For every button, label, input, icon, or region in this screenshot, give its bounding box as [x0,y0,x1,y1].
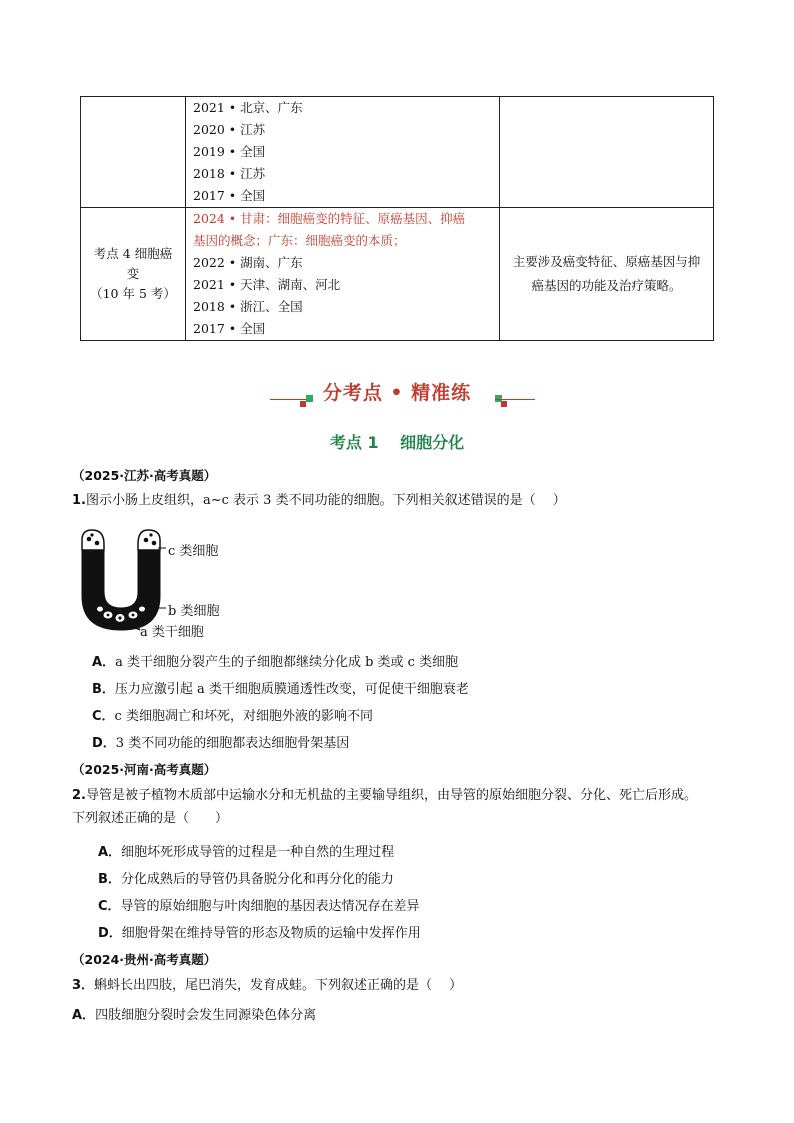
question-text: 导管是被子植物木质部中运输水分和无机盐的主要输导组织，由导管的原始细胞分裂、分化、死亡后形成。 [85,788,697,803]
question-number: 2. [72,788,86,803]
option-a[interactable] [98,841,394,860]
figure-label-c: c 类细胞 [168,544,219,559]
option-letter: B． [98,872,121,887]
figure-label-a: a 类干细胞 [140,625,204,640]
year-entry: 2018 • 浙江、全国 [193,299,303,314]
question-stem [72,975,732,997]
exam-years-cell [186,208,500,341]
section-title: 分考点 • 精准练 [322,382,472,404]
option-text: 导管的原始细胞与叶肉细胞的基因表达情况存在差异 [120,899,420,914]
question-stem-cont: 下列叙述正确的是（ ） [72,811,229,826]
option-text: 3 类不同功能的细胞都表达细胞骨架基因 [115,736,350,751]
note-cell [500,208,714,341]
option-letter: B． [92,682,115,697]
note-cell-empty [500,97,714,208]
option-text: 细胞坏死形成导管的过程是一种自然的生理过程 [121,845,395,860]
exam-years-cell [186,97,500,208]
option-c[interactable] [92,705,373,724]
option-letter: A． [72,1008,96,1023]
question-source: （2024·贵州·高考真题） [72,952,217,967]
highlight-entry: 2024 • 甘肃：细胞癌变的特征、原癌基因、抑癌 [193,211,466,226]
question-number: 1. [72,493,86,508]
option-text: c 类细胞凋亡和坏死，对细胞外液的影响不同 [114,709,373,724]
note-text-cont: 癌基因的功能及治疗策略。 [531,278,682,293]
topic-cell-empty [81,97,186,208]
question-number: 3． [72,978,95,993]
option-a[interactable] [92,651,458,670]
option-letter: D． [98,926,122,941]
figure-label-b: b 类细胞 [168,604,220,619]
topic-cell [81,208,186,341]
option-letter: C． [98,899,121,914]
option-b[interactable] [98,868,394,887]
year-entry: 2022 • 湖南、广东 [193,255,303,270]
title-decoration-square [501,401,507,407]
option-text: 压力应激引起 a 类干细胞质膜通透性改变，可促使干细胞衰老 [114,682,469,697]
year-entry: 2017 • 全国 [193,321,266,336]
note-text: 主要涉及癌变特征、原癌基因与抑 [512,254,701,269]
summary-table [80,96,714,341]
topic-label-cont: 变 [126,266,140,281]
highlight-entry-cont: 基因的概念；广东：细胞癌变的本质； [193,233,406,248]
option-d[interactable] [92,732,349,751]
topic-label: 考点 4 细胞癌 [93,246,173,261]
question-text: 蝌蚪长出四肢，尾巴消失，发育成蛙。下列叙述正确的是（ ） [94,978,463,993]
question-text: 图示小肠上皮组织，a~c 表示 3 类不同功能的细胞。下列相关叙述错误的是（ ） [85,493,566,508]
question-stem [72,490,732,512]
year-entry: 2020 • 江苏 [193,122,266,137]
subsection-title: 考点 1 细胞分化 [329,433,465,452]
year-entry: 2018 • 江苏 [193,166,266,181]
option-text: 细胞骨架在维持导管的形态及物质的运输中发挥作用 [121,926,421,941]
question-source: （2025·江苏·高考真题） [72,468,217,483]
option-letter: C． [92,709,115,724]
option-letter: A． [98,845,122,860]
option-letter: D． [92,736,116,751]
option-b[interactable] [92,678,469,697]
topic-count: （10 年 5 考） [90,286,176,301]
question-stem [72,785,732,807]
option-c[interactable] [98,895,420,914]
option-d[interactable] [98,922,421,941]
title-decoration-right [495,399,535,400]
question-source: （2025·河南·高考真题） [72,762,217,777]
option-text: 四肢细胞分裂时会发生同源染色体分离 [95,1008,317,1023]
table-row [81,208,714,341]
option-letter: A． [92,655,116,670]
option-a[interactable] [72,1004,316,1023]
option-text: 分化成熟后的导管仍具备脱分化和再分化的能力 [120,872,394,887]
option-text: a 类干细胞分裂产生的子细胞都继续分化成 b 类或 c 类细胞 [115,655,459,670]
table-row [81,97,714,208]
year-entry: 2019 • 全国 [193,144,266,159]
year-entry: 2021 • 天津、湖南、河北 [193,277,341,292]
year-entry: 2021 • 北京、广东 [193,100,303,115]
year-entry: 2017 • 全国 [193,188,266,203]
